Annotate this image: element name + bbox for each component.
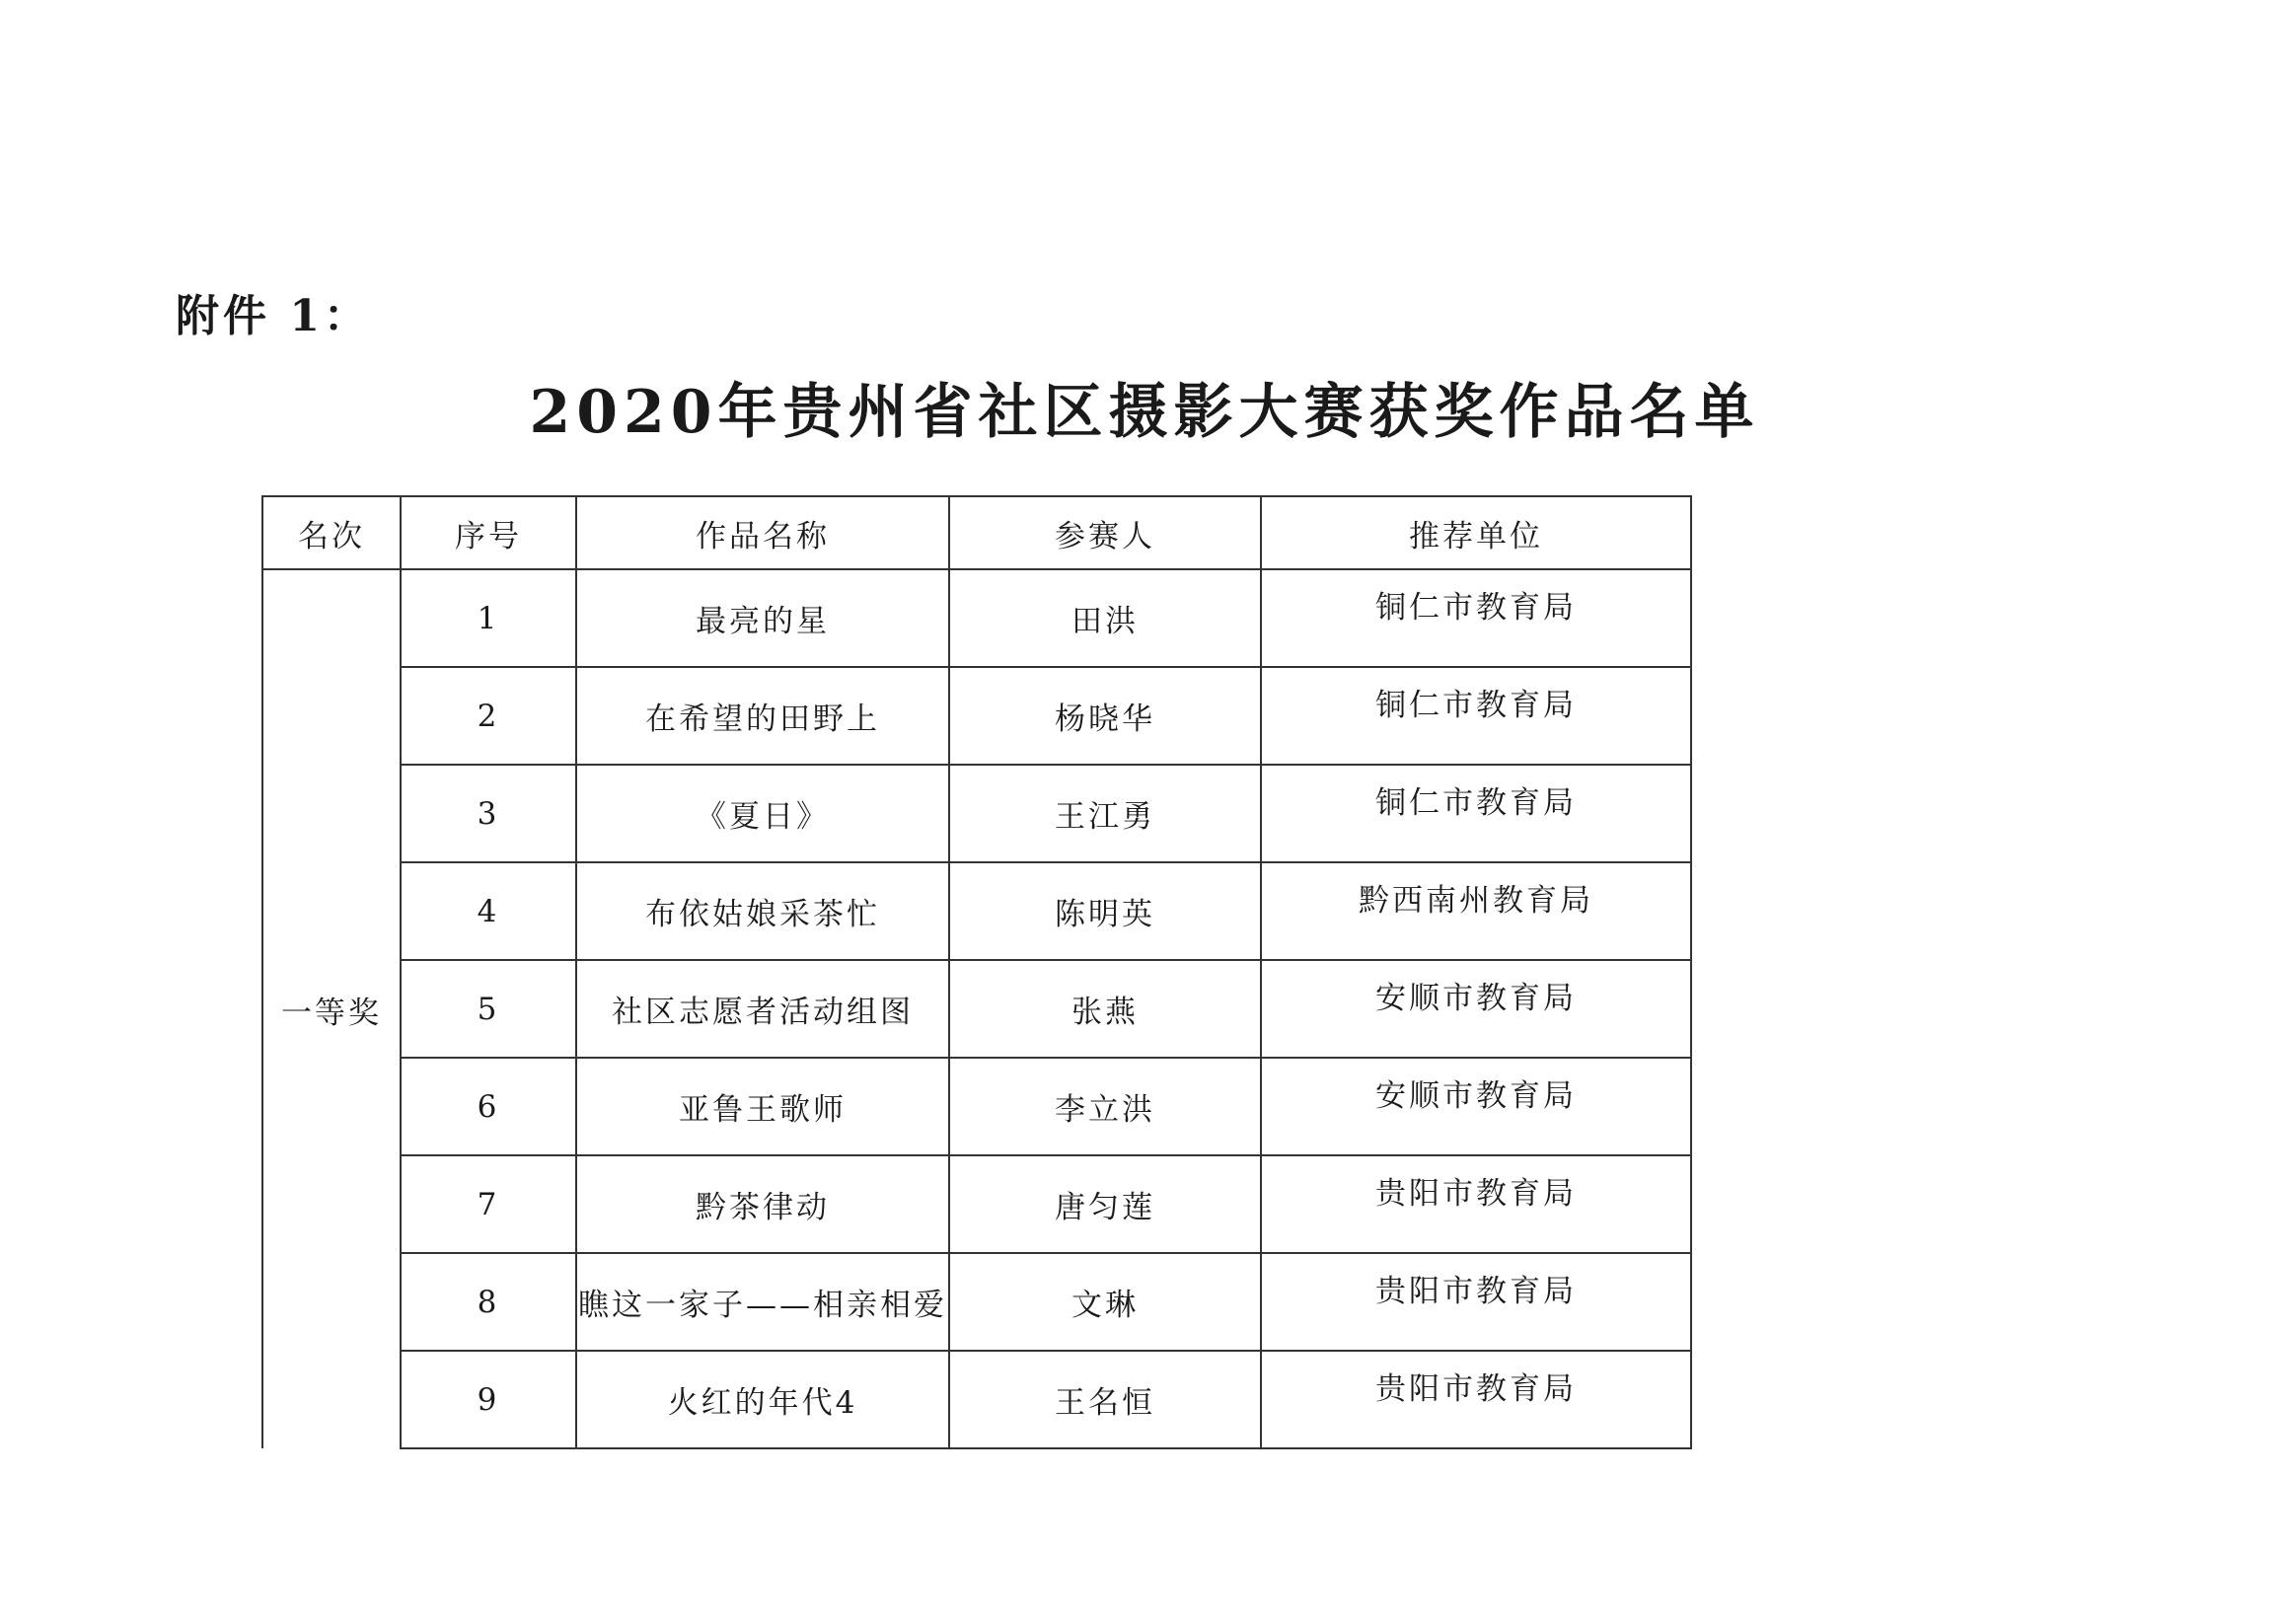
table-row — [262, 1253, 1691, 1351]
table-row — [262, 960, 1691, 1058]
row-work: 社区志愿者活动组图 — [576, 960, 949, 1058]
row-work: 在希望的田野上 — [576, 667, 949, 765]
award-table — [261, 495, 1692, 1449]
row-no: 3 — [401, 765, 576, 862]
table-row — [262, 765, 1691, 862]
header-no: 序号 — [401, 496, 576, 569]
row-person: 田洪 — [949, 569, 1261, 667]
table-row — [262, 1155, 1691, 1253]
row-no: 5 — [401, 960, 576, 1058]
row-person: 杨晓华 — [949, 667, 1261, 765]
row-person: 张燕 — [949, 960, 1261, 1058]
row-no: 2 — [401, 667, 576, 765]
row-person: 陈明英 — [949, 862, 1261, 960]
row-no: 4 — [401, 862, 576, 960]
row-work: 黔茶律动 — [576, 1155, 949, 1253]
row-person: 文琳 — [949, 1253, 1261, 1351]
row-unit: 贵阳市教育局 — [1261, 1253, 1691, 1351]
row-person: 王名恒 — [949, 1351, 1261, 1448]
table-row — [262, 569, 1691, 667]
header-person: 参赛人 — [949, 496, 1261, 569]
row-person: 唐匀莲 — [949, 1155, 1261, 1253]
row-work: 亚鲁王歌师 — [576, 1058, 949, 1155]
row-no: 7 — [401, 1155, 576, 1253]
table-row — [262, 1351, 1691, 1448]
header-work: 作品名称 — [576, 496, 949, 569]
row-work: 最亮的星 — [576, 569, 949, 667]
row-no: 9 — [401, 1351, 576, 1448]
rank-cell: 一等奖 — [262, 569, 401, 1448]
row-person: 李立洪 — [949, 1058, 1261, 1155]
row-person: 王江勇 — [949, 765, 1261, 862]
header-rank: 名次 — [262, 496, 401, 569]
row-work: 《夏日》 — [576, 765, 949, 862]
row-unit: 贵阳市教育局 — [1261, 1155, 1691, 1253]
row-unit: 黔西南州教育局 — [1261, 862, 1691, 960]
table-row — [262, 667, 1691, 765]
row-no: 1 — [401, 569, 576, 667]
row-unit: 铜仁市教育局 — [1261, 569, 1691, 667]
table-row — [262, 862, 1691, 960]
row-unit: 铜仁市教育局 — [1261, 765, 1691, 862]
row-work: 瞧这一家子——相亲相爱 — [576, 1253, 949, 1351]
attachment-label: 附件 1： — [176, 291, 371, 341]
row-work: 火红的年代4 — [576, 1351, 949, 1448]
table-header-row — [262, 496, 1691, 569]
document-title: 2020年贵州省社区摄影大赛获奖作品名单 — [529, 378, 1760, 447]
row-no: 6 — [401, 1058, 576, 1155]
row-unit: 铜仁市教育局 — [1261, 667, 1691, 765]
header-unit: 推荐单位 — [1261, 496, 1691, 569]
table-row — [262, 1058, 1691, 1155]
row-unit: 贵阳市教育局 — [1261, 1351, 1691, 1448]
row-work: 布依姑娘采茶忙 — [576, 862, 949, 960]
row-unit: 安顺市教育局 — [1261, 1058, 1691, 1155]
row-unit: 安顺市教育局 — [1261, 960, 1691, 1058]
row-no: 8 — [401, 1253, 576, 1351]
